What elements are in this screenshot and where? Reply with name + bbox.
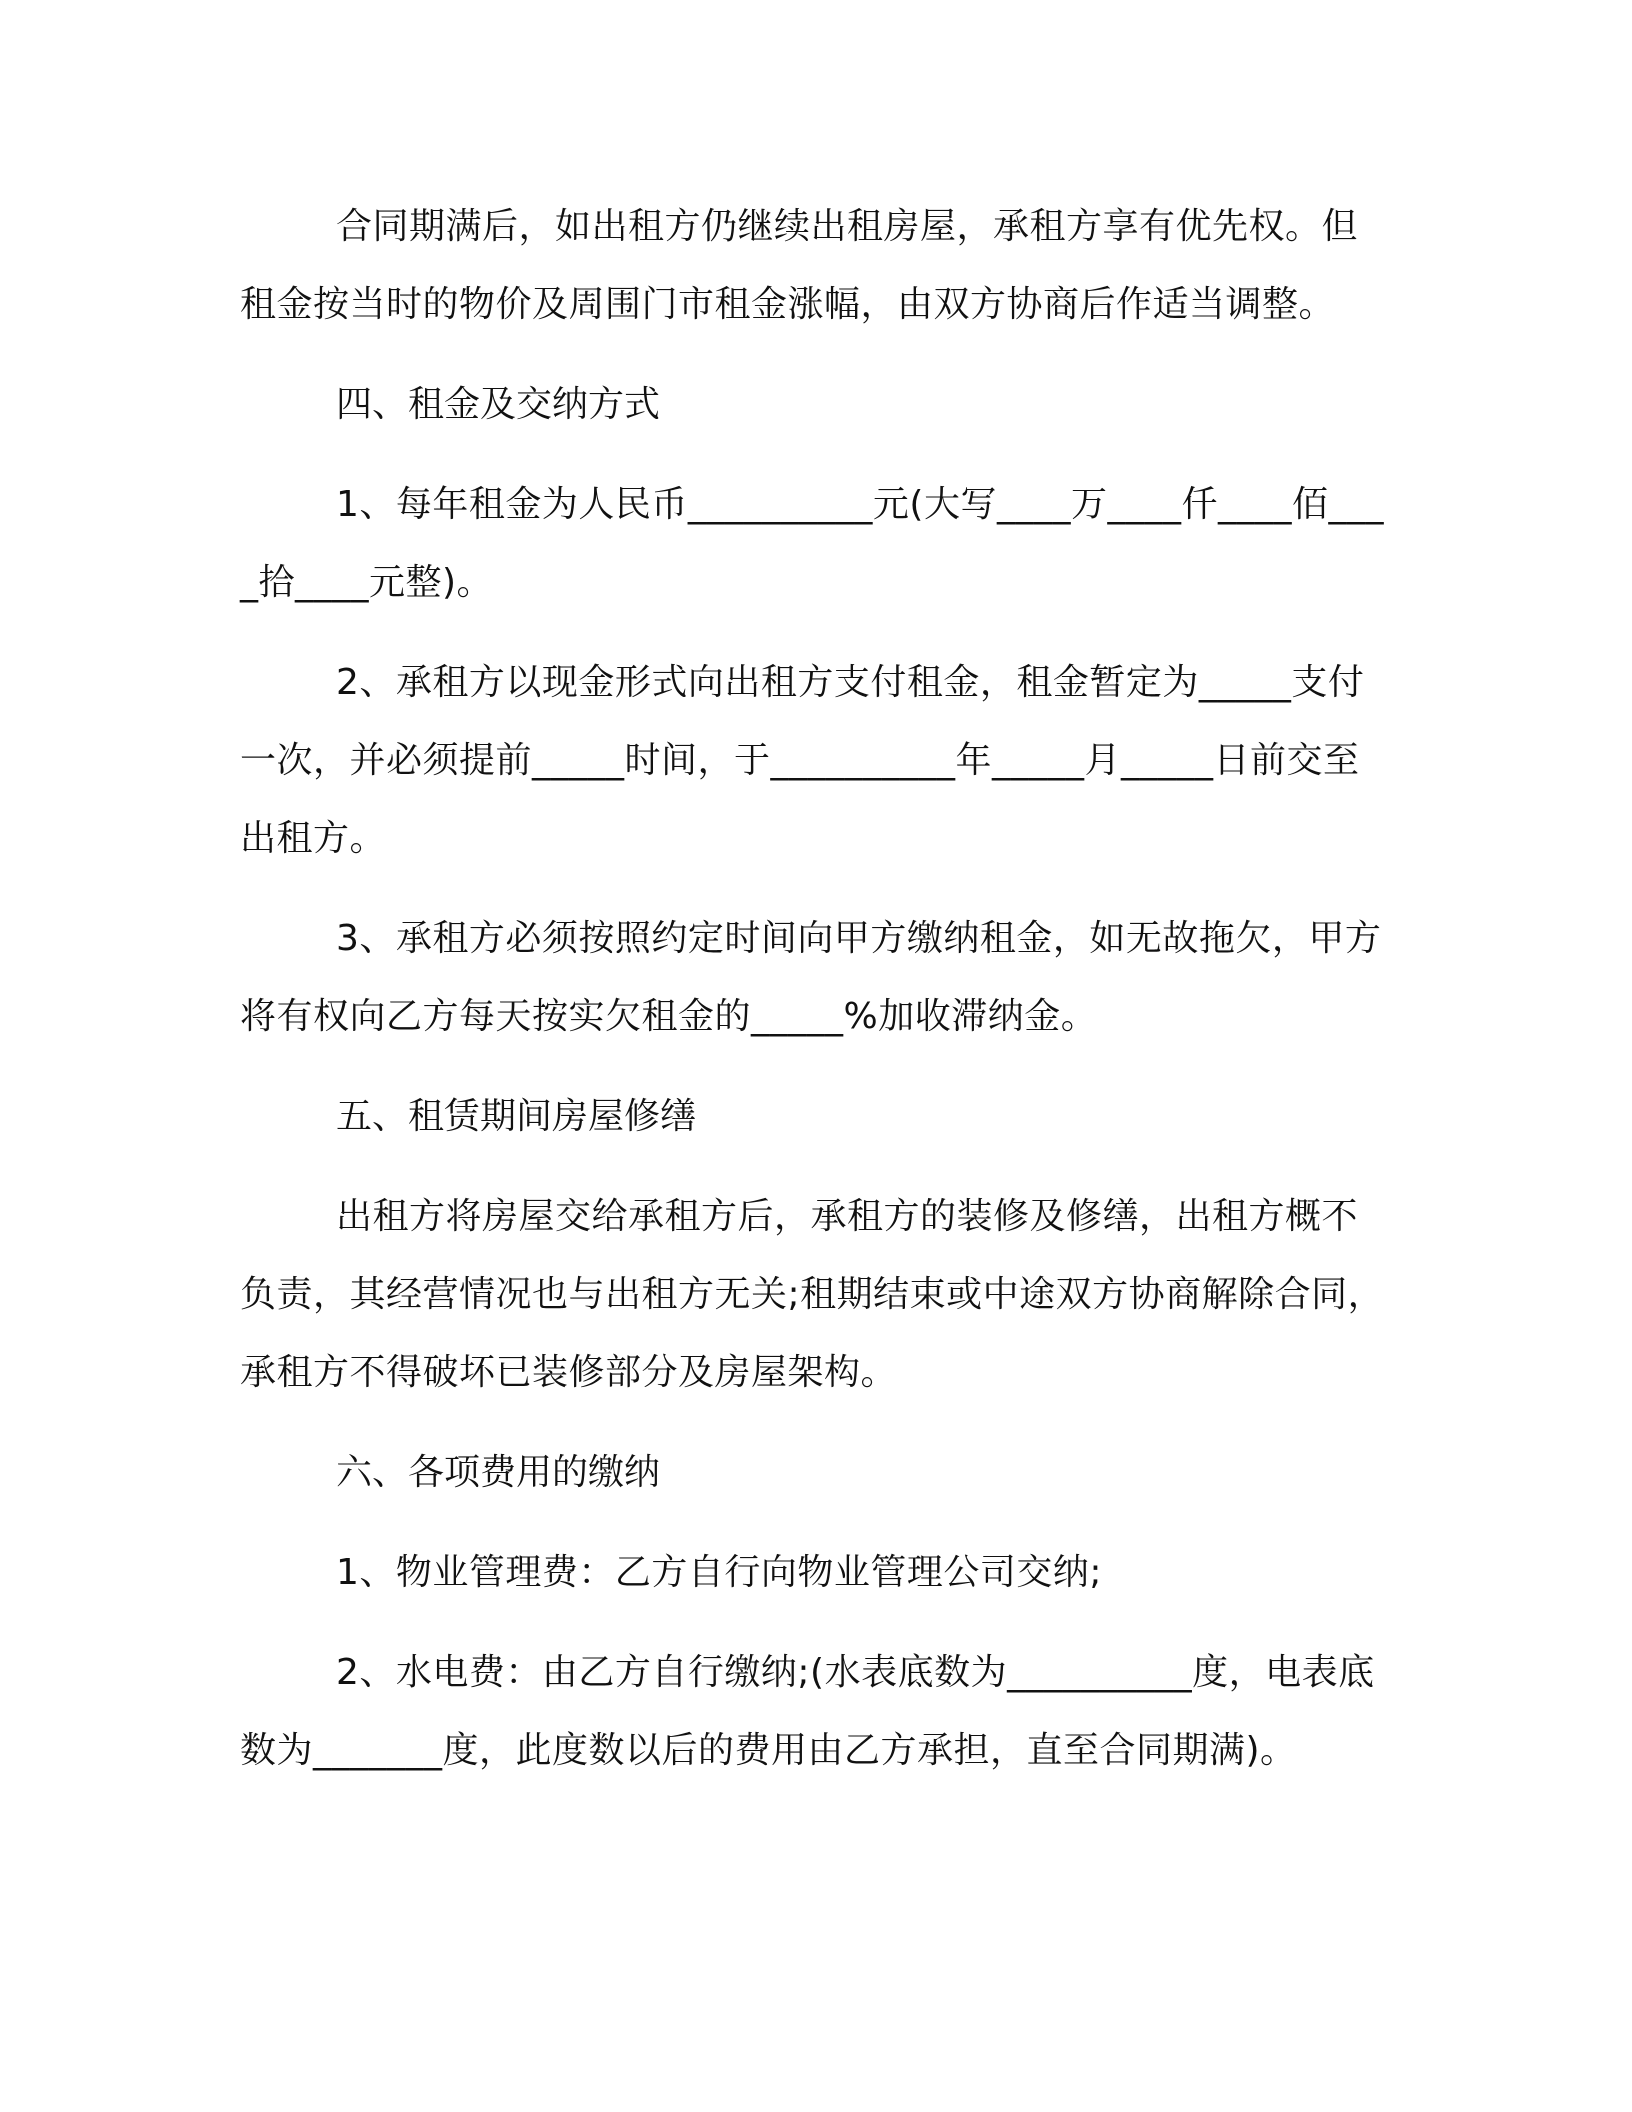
paragraph-repairs: 出租方将房屋交给承租方后，承租方的装修及修缮，出租方概不负责，其经营情况也与出租方无关;租期结束或中途双方协商解除合同，承租方不得破坏已装修部分及房屋架构。 <box>240 1196 1385 1393</box>
section-heading-repairs: 五、租赁期间房屋修缮 <box>336 1096 697 1137</box>
section-heading-rent-payment: 四、租金及交纳方式 <box>336 384 661 425</box>
section-heading-fees: 六、各项费用的缴纳 <box>336 1452 661 1493</box>
clause-property-fee: 1、物业管理费：乙方自行向物业管理公司交纳; <box>336 1552 1103 1593</box>
document-body <box>240 188 1390 1790</box>
paragraph-renewal-priority: 合同期满后，如出租方仍继续出租房屋，承租方享有优先权。但租金按当时的物价及周围门市租金涨幅，由双方协商后作适当调整。 <box>240 206 1359 325</box>
clause-annual-rent: 1、每年租金为人民币__________元(大写____万____仟____佰____拾____元整)。 <box>240 484 1384 603</box>
clause-payment-method: 2、承租方以现金形式向出租方支付租金，租金暂定为_____支付一次，并必须提前_____时间，于__________年_____月_____日前交至出租方。 <box>240 662 1365 859</box>
clause-utilities: 2、水电费：由乙方自行缴纳;(水表底数为__________度，电表底数为_______度，此度数以后的费用由乙方承担，直至合同期满)。 <box>240 1652 1375 1771</box>
clause-late-fee: 3、承租方必须按照约定时间向甲方缴纳租金，如无故拖欠，甲方将有权向乙方每天按实欠租金的_____%加收滞纳金。 <box>240 918 1382 1037</box>
